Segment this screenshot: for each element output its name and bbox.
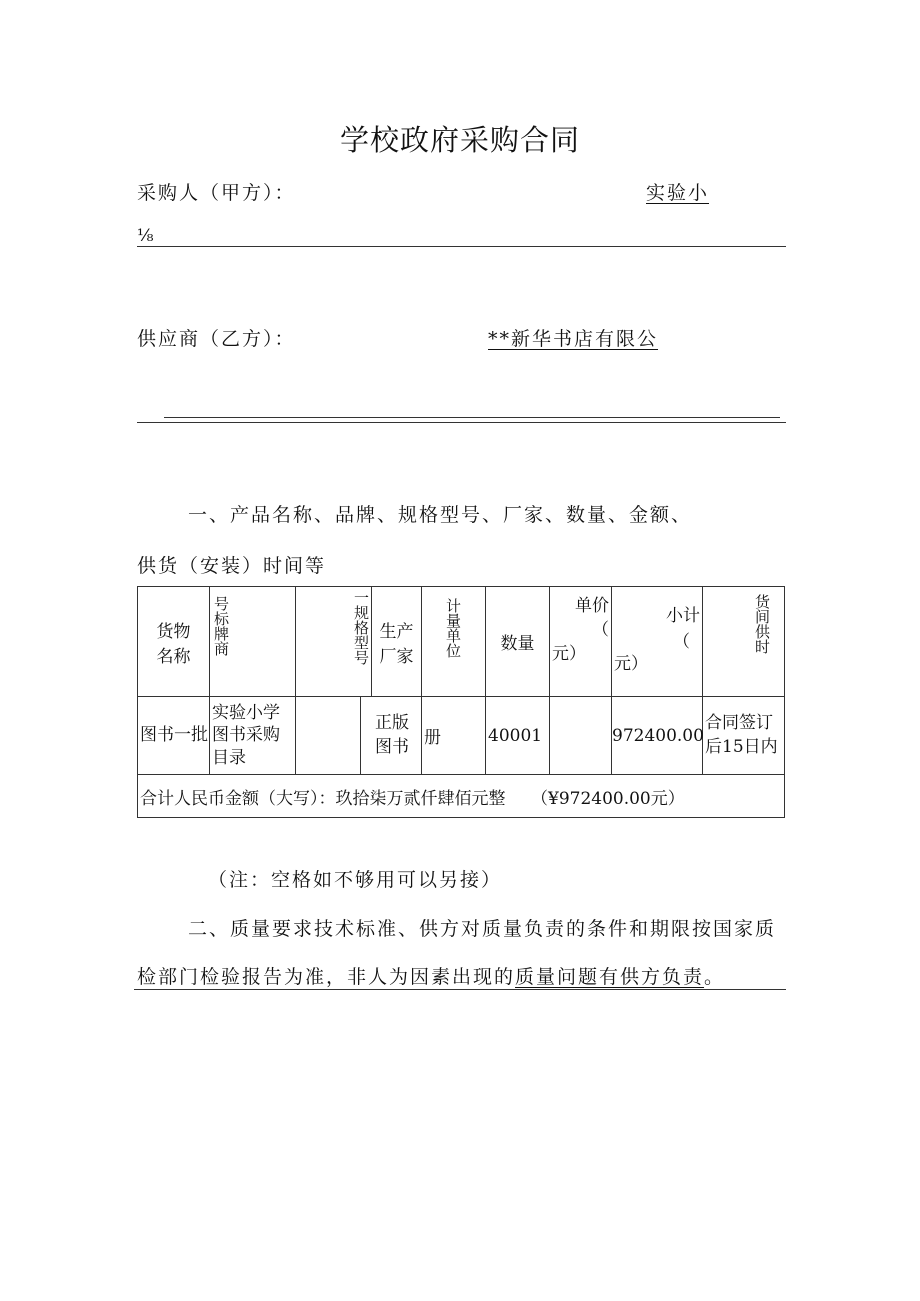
goods-table [137, 586, 785, 818]
header-subtotal-2: （ [673, 632, 690, 652]
header-unit: 计量单位 [422, 587, 486, 697]
header-price-3: 元） [552, 644, 586, 664]
table-note: （注：空格如不够用可以另接） [208, 869, 503, 891]
section1-heading-cont: 供货（安装）时间等 [137, 555, 327, 577]
section2-text-c: 。 [704, 966, 726, 988]
supplier-value: **新华书店有限公 [488, 328, 659, 350]
header-maker [372, 587, 422, 697]
supplier-underline-inner [164, 417, 780, 418]
header-subtotal [612, 587, 703, 697]
header-goods-name-2: 名称 [156, 646, 191, 667]
cell-brand: 实验小学图书采购目录 [210, 697, 296, 775]
cell-goods-name: 图书一批 [138, 697, 210, 775]
supplier-label: 供应商（乙方）： [137, 328, 296, 350]
cell-delivery: 合同签订后15日内 [703, 697, 785, 775]
section2-line2 [137, 962, 725, 989]
table-header-row [138, 587, 785, 697]
table-row [138, 697, 785, 775]
buyer-value-continued: ⅛ [137, 226, 154, 246]
table-total-row [138, 775, 785, 818]
header-maker-1: 生产 [379, 621, 414, 642]
section2-text-a: 检部门检验报告为准，非人为因素出现的 [137, 966, 516, 988]
supplier-underline [137, 422, 786, 423]
header-subtotal-3: 元） [614, 654, 648, 674]
document-title: 学校政府采购合同 [339, 123, 580, 157]
section2-underline [134, 989, 786, 990]
buyer-underline [137, 246, 786, 247]
header-delivery: 货间供时 [703, 587, 785, 697]
section2-heading: 二、质量要求技术标准、供方对质量负责的条件和期限按国家质 [188, 918, 777, 940]
cell-total-amount: 合计人民币金额（大写）：玖拾柒万贰仟肆佰元整 （¥972400.00元） [138, 775, 785, 818]
buyer-label: 采购人（甲方）： [137, 182, 296, 204]
header-goods-name-1: 货物 [156, 621, 191, 642]
cell-subtotal: 972400.00 [612, 697, 703, 775]
cell-price [550, 697, 612, 775]
cell-unit: 册 [422, 697, 486, 775]
header-spec: 一规格型号 [296, 587, 372, 697]
header-price-1: 单价 [575, 596, 609, 616]
section2-text-underlined: 质量问题有供方负责 [515, 966, 705, 988]
header-price-2: （ [592, 620, 609, 640]
header-price [550, 587, 612, 697]
header-qty: 数量 [486, 587, 550, 697]
section1-heading: 一、产品名称、品牌、规格型号、厂家、数量、金额、 [188, 504, 693, 526]
cell-spec [296, 697, 361, 775]
cell-qty: 40001 [486, 697, 550, 775]
cell-maker: 正版图书 [361, 697, 422, 775]
header-subtotal-1: 小计 [666, 606, 700, 626]
header-goods-name [138, 587, 210, 697]
header-maker-2: 厂家 [379, 646, 414, 667]
header-brand: 号标牌商 [210, 587, 296, 697]
buyer-value: 实验小 [646, 182, 710, 204]
